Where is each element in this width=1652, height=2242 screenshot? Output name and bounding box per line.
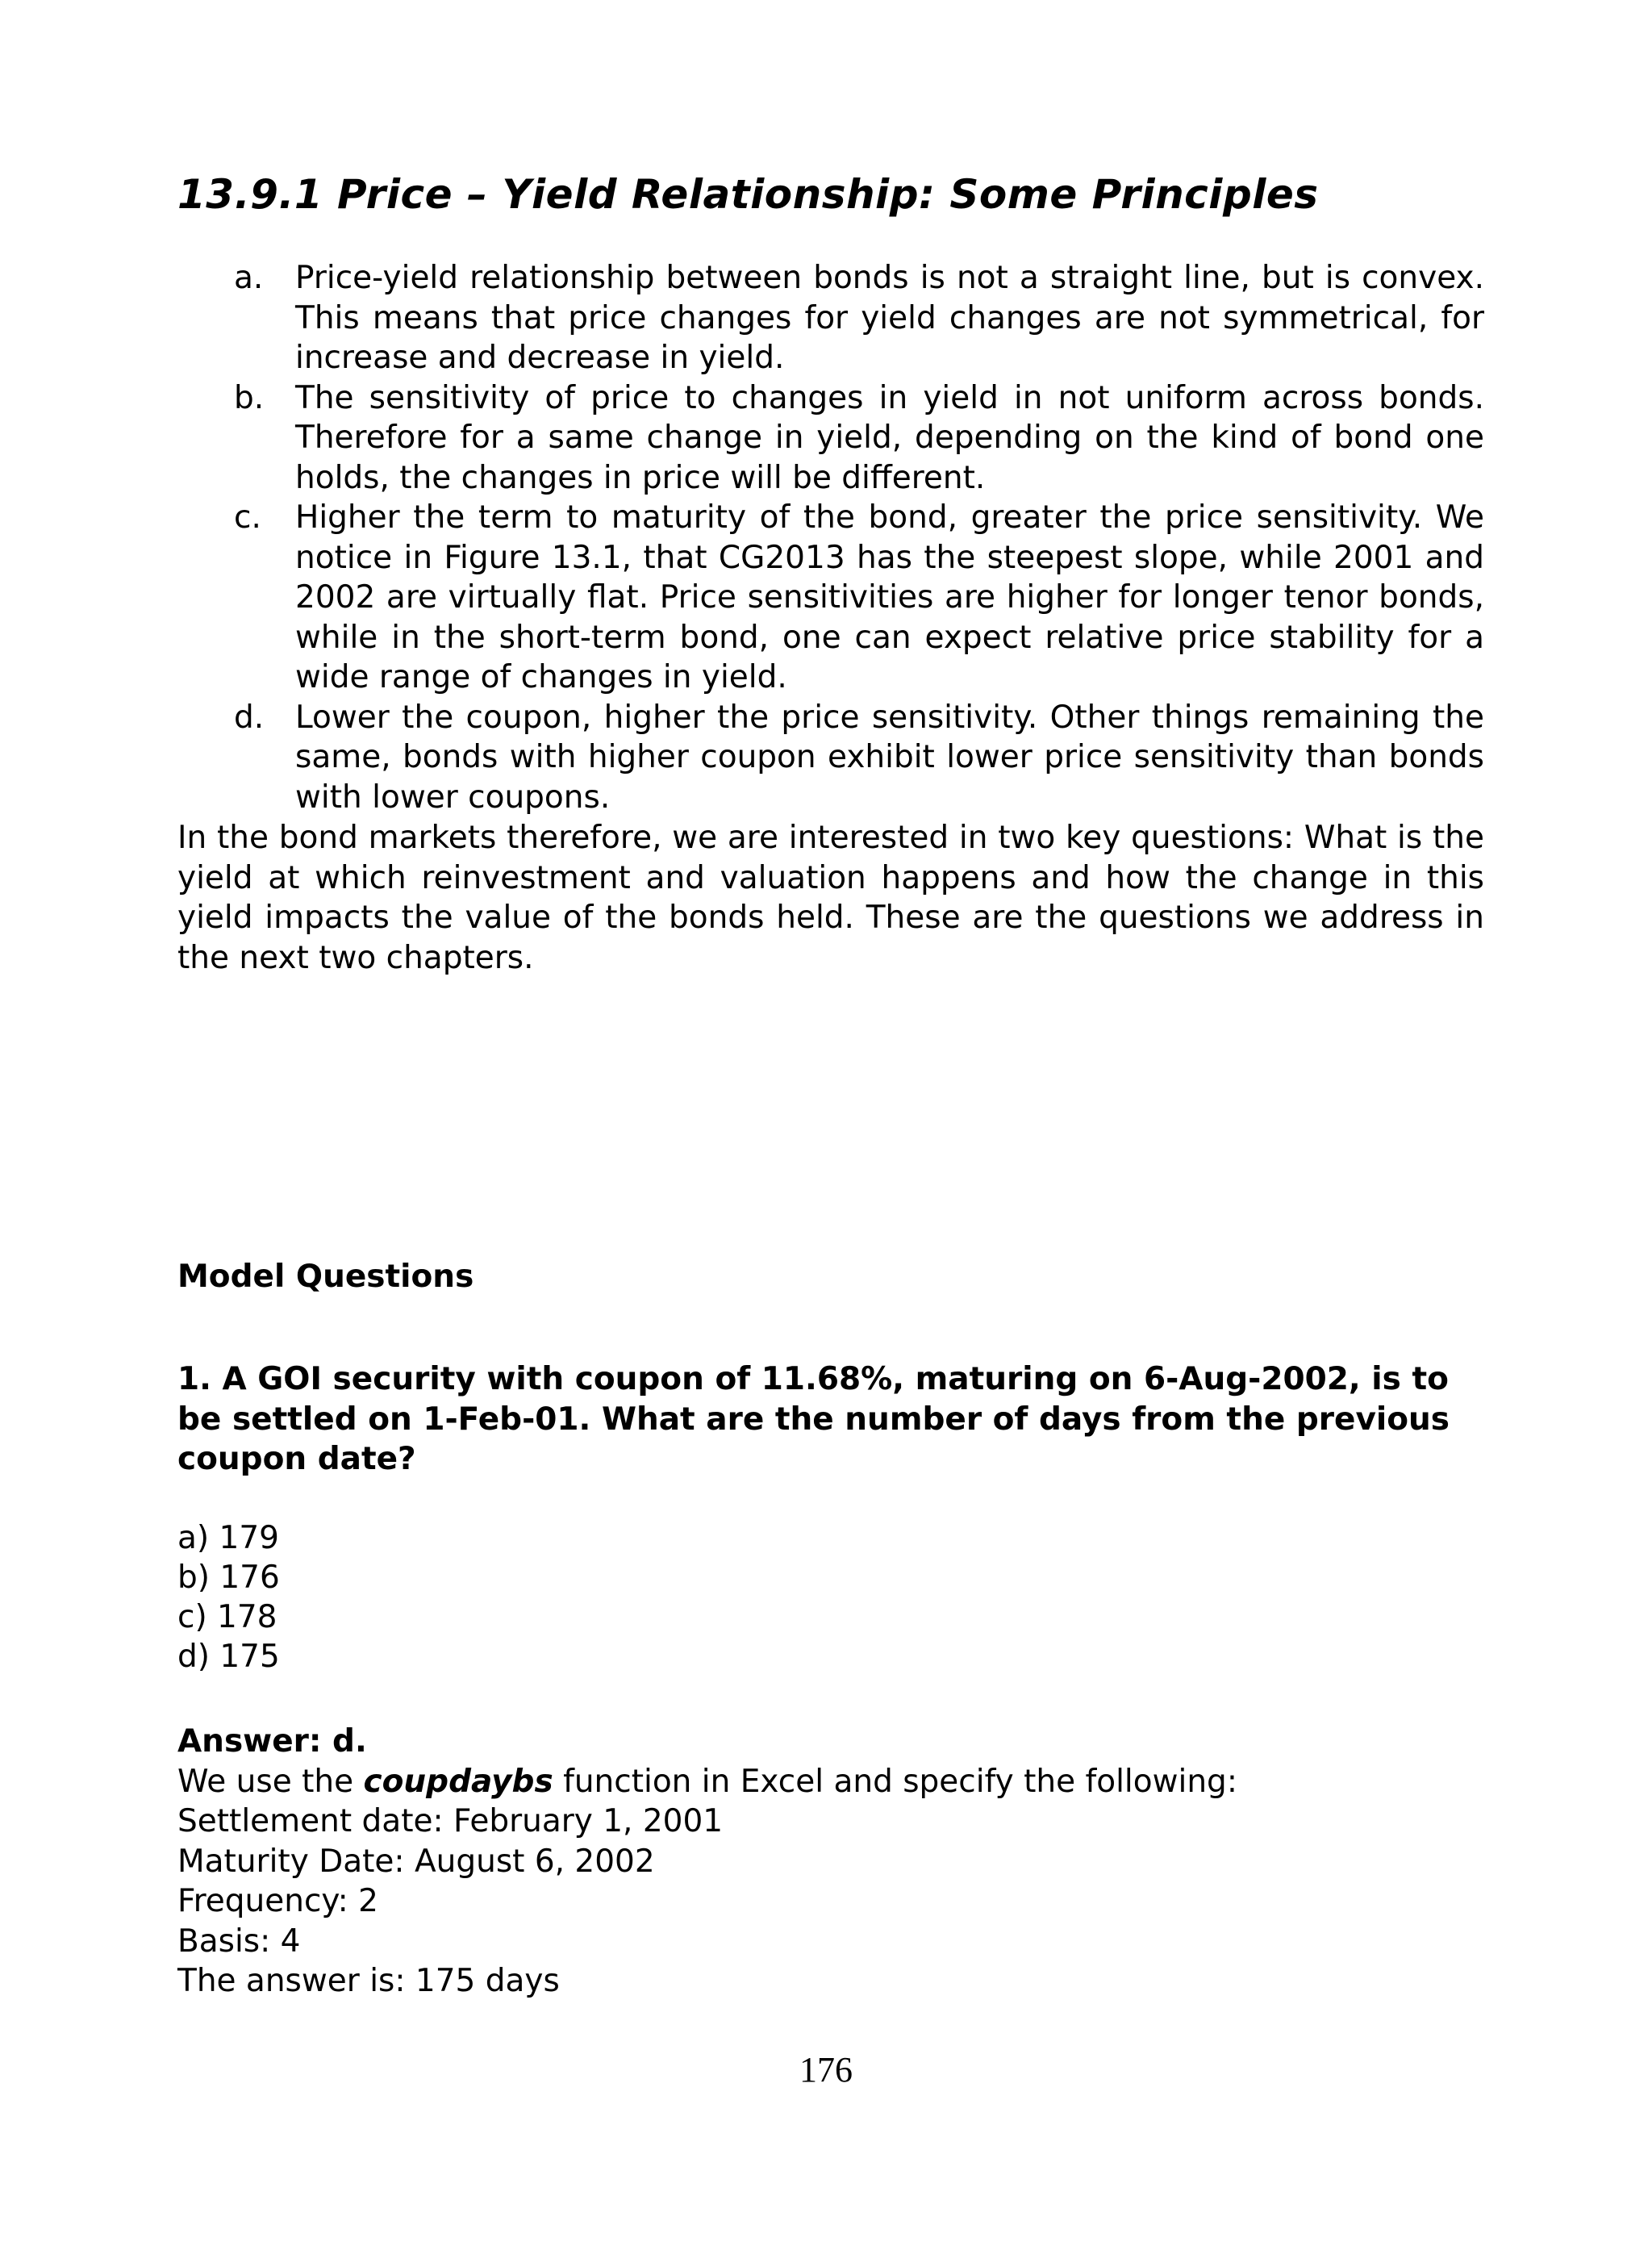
option-a: a) 179 <box>177 1520 279 1556</box>
page-number: 176 <box>799 2050 853 2090</box>
model-questions-heading: Model Questions <box>177 1259 474 1295</box>
answer-label: Answer: d. <box>177 1723 367 1760</box>
list-item <box>177 258 1484 378</box>
explanation <box>177 1762 1484 1802</box>
list-marker: b. <box>234 379 265 416</box>
list-marker: c. <box>234 499 261 536</box>
option-d: d) 175 <box>177 1639 280 1675</box>
list-item-text: Price-yield relationship between bonds is not a straight line, but is convex. This means that price changes for yield changes are not symmetrical, for increase and decrease in yield. <box>295 260 1484 376</box>
list-item <box>177 498 1484 698</box>
closing-paragraph: In the bond markets therefore, we are interested in two key questions: What is the yield at which reinvestment and valuation happens and how the change in this yield impacts the value of the bonds held. These are the questions we address in the next two chapters. <box>177 820 1484 976</box>
list-item <box>177 698 1484 818</box>
question-text: 1. A GOI security with coupon of 11.68%, maturing on 6-Aug-2002, is to be settled on 1-Feb-01. What are the number of days from the previous coupon date? <box>177 1361 1450 1477</box>
answer-options <box>177 1518 280 1676</box>
settlement-date-line: Settlement date: February 1, 2001 <box>177 1803 724 1839</box>
answer-result-line: The answer is: 175 days <box>177 1963 560 1999</box>
basis-line: Basis: 4 <box>177 1923 301 1960</box>
principles-list <box>177 258 1484 817</box>
list-marker: d. <box>234 699 265 736</box>
option-c: c) 178 <box>177 1599 277 1635</box>
function-name: coupdaybs <box>363 1763 553 1800</box>
maturity-date-line: Maturity Date: August 6, 2002 <box>177 1843 655 1880</box>
list-item <box>177 378 1484 499</box>
list-marker: a. <box>234 260 264 296</box>
list-item-text: The sensitivity of price to changes in yield in not uniform across bonds. Therefore for a same change in yield, depending on the kind of bond one holds, the changes in price will be different. <box>295 379 1484 496</box>
answer-block <box>177 1722 1484 2002</box>
explanation-before: We use the <box>177 1763 364 1800</box>
frequency-line: Frequency: 2 <box>177 1883 378 1919</box>
section-title: 13.9.1 Price – Yield Relationship: Some Principles <box>177 171 1319 218</box>
list-item-text: Lower the coupon, higher the price sensitivity. Other things remaining the same, bonds with higher coupon exhibit lower price sensitivity than bonds with lower coupons. <box>295 699 1484 816</box>
explanation-after: function in Excel and specify the following: <box>553 1763 1237 1800</box>
option-b: b) 176 <box>177 1559 280 1596</box>
list-item-text: Higher the term to maturity of the bond, greater the price sensitivity. We notice in Figure 13.1, that CG2013 has the steepest slope, while 2001 and 2002 are virtually flat. Price sensitivities are higher for longer tenor bonds, while in the short-term bond, one can expect relative price stability for a wide range of changes in yield. <box>295 499 1484 695</box>
